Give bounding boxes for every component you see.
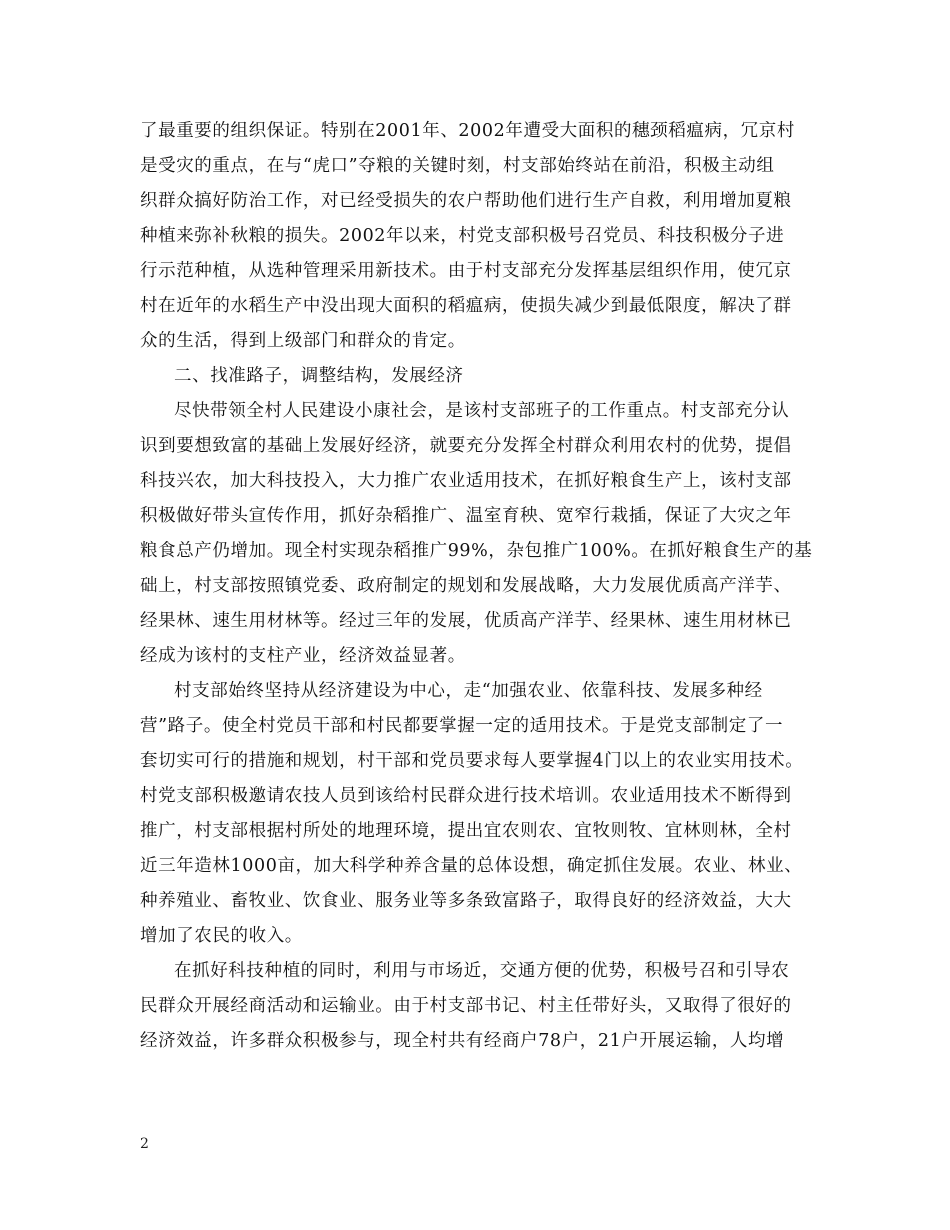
text-line: 营”路子。使全村党员干部和村民都要掌握一定的适用技术。于是党支部制定了一 xyxy=(140,716,784,736)
section-heading: 二、找准路子，调整结构，发展经济 xyxy=(174,366,464,386)
document-body xyxy=(140,114,820,1059)
text-line: 增加了农民的收入。 xyxy=(140,926,303,946)
page-number: 2 xyxy=(140,1136,149,1152)
text-line: 推广，村支部根据村所处的地理环境，提出宜农则农、宜牧则牧、宜林则林，全村 xyxy=(140,821,792,841)
text-line: 民群众开展经商活动和运输业。由于村支部书记、村主任带好头，又取得了很好的 xyxy=(140,996,792,1016)
text-line: 科技兴农，加大科技投入，大力推广农业适用技术，在抓好粮食生产上，该村支部 xyxy=(140,471,792,491)
text-line: 经济效益，许多群众积极参与，现全村共有经商户78户，21户开展运输，人均增 xyxy=(140,1031,785,1051)
text-line: 在抓好科技种植的同时，利用与市场近，交通方便的优势，积极号召和引导农 xyxy=(174,961,790,981)
text-line: 近三年造林1000亩，加大科学种养含量的总体设想，确定抓住发展。农业、林业、 xyxy=(140,856,803,876)
text-line: 织群众搞好防治工作，对已经受损失的农户帮助他们进行生产自救，利用增加夏粮 xyxy=(140,191,792,211)
text-line: 经成为该村的支柱产业，经济效益显著。 xyxy=(140,646,466,666)
text-line: 识到要想致富的基础上发展好经济，就要充分发挥全村群众利用农村的优势，提倡 xyxy=(140,436,792,456)
text-line: 众的生活，得到上级部门和群众的肯定。 xyxy=(140,331,466,351)
text-line: 种植来弥补秋粮的损失。2002年以来，村党支部积极号召党员、科技积极分子进 xyxy=(140,226,785,246)
text-line: 粮食总产仍增加。现全村实现杂稻推广99%，杂包推广100%。在抓好粮食生产的基 xyxy=(140,541,813,561)
text-line: 村支部始终坚持从经济建设为中心，走“加强农业、依靠科技、发展多种经 xyxy=(174,681,763,701)
text-line: 积极做好带头宣传作用，抓好杂稻推广、温室育秧、宽窄行栽插，保证了大灾之年 xyxy=(140,506,792,526)
text-line: 村在近年的水稻生产中没出现大面积的稻瘟病，使损失减少到最低限度，解决了群 xyxy=(140,296,792,316)
text-line: 尽快带领全村人民建设小康社会，是该村支部班子的工作重点。村支部充分认 xyxy=(174,401,790,421)
text-line: 行示范种植，从选种管理采用新技术。由于村支部充分发挥基层组织作用，使冗京 xyxy=(140,261,792,281)
text-line: 种养殖业、畜牧业、饮食业、服务业等多条致富路子，取得良好的经济效益，大大 xyxy=(140,891,792,911)
text-line: 套切实可行的措施和规划，村干部和党员要求每人要掌握4门以上的农业实用技术。 xyxy=(140,751,804,771)
text-line: 了最重要的组织保证。特别在2001年、2002年遭受大面积的穗颈稻瘟病，冗京村 xyxy=(140,121,795,141)
text-line: 村党支部积极邀请农技人员到该给村民群众进行技术培训。农业适用技术不断得到 xyxy=(140,786,792,806)
text-line: 础上，村支部按照镇党委、政府制定的规划和发展战略，大力发展优质高产洋芋、 xyxy=(140,576,792,596)
text-line: 是受灾的重点，在与“虎口”夺粮的关键时刻，村支部始终站在前沿，积极主动组 xyxy=(140,156,775,176)
text-line: 经果林、速生用材林等。经过三年的发展，优质高产洋芋、经果林、速生用材林已 xyxy=(140,611,792,631)
